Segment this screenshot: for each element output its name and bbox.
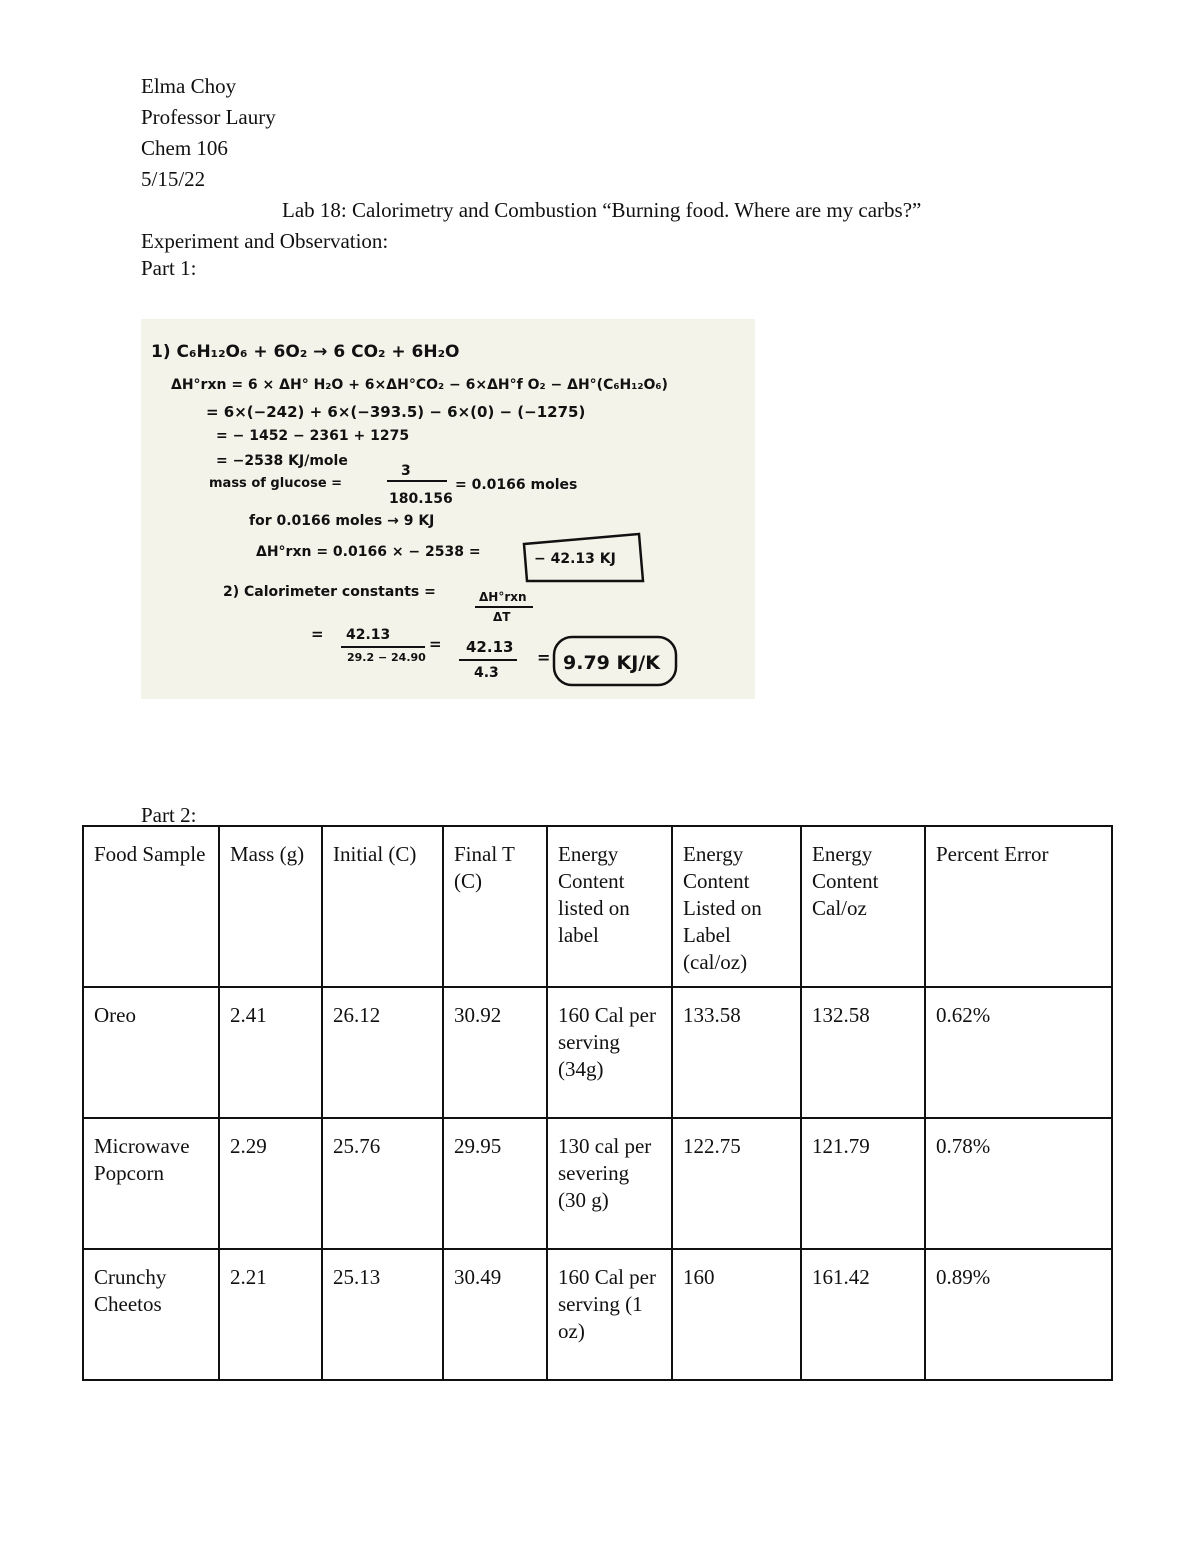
hw-enthalpy-result: = −2538 KJ/mole [216,453,348,469]
part1-heading: Part 1: [141,256,197,280]
professor-name: Professor Laury [141,105,276,129]
hw-equals-1: = [311,625,324,643]
hw-denominator-3: 4.3 [474,665,499,681]
cell-percent-error: 0.62% [925,987,1112,1118]
cell-final-temp: 29.95 [443,1118,547,1249]
part2-heading: Part 2: [141,803,197,827]
table-row [83,987,1112,1118]
cell-energy-label: 160 Cal per serving (1 oz) [547,1249,672,1380]
cell-mass: 2.29 [219,1118,322,1249]
header-final-temp: Final T (C) [443,826,547,987]
cell-energy-measured: 132.58 [801,987,925,1118]
hw-sum: = − 1452 − 2361 + 1275 [216,428,410,444]
hw-denominator-2: 29.2 − 24.90 [347,651,426,664]
cell-food-sample: Crunchy Cheetos [83,1249,219,1380]
cell-food-sample: Oreo [83,987,219,1118]
lab-title: Lab 18: Calorimetry and Combustion “Burning food. Where are my carbs?” [282,198,922,222]
header-energy-label-calpoz: Energy Content Listed on Label (cal/oz) [672,826,801,987]
hw-equals-3: = [537,648,551,667]
header-mass: Mass (g) [219,826,322,987]
header-percent-error: Percent Error [925,826,1112,987]
cell-energy-measured: 121.79 [801,1118,925,1249]
cell-energy-label-calpoz: 133.58 [672,987,801,1118]
cell-mass: 2.21 [219,1249,322,1380]
hw-substitution: = 6×(−242) + 6×(−393.5) − 6×(0) − (−1275) [206,403,586,421]
cell-mass: 2.41 [219,987,322,1118]
hw-moles: = 0.0166 moles [455,477,578,493]
cell-percent-error: 0.89% [925,1249,1112,1380]
cell-final-temp: 30.49 [443,1249,547,1380]
header-food-sample: Food Sample [83,826,219,987]
hw-constant-numerator: ΔH°rxn [479,590,527,604]
cell-initial-temp: 26.12 [322,987,443,1118]
hw-constant-result: 9.79 KJ/K [563,652,660,674]
table-row [83,1249,1112,1380]
cell-food-sample: Microwave Popcorn [83,1118,219,1249]
report-date: 5/15/22 [141,167,206,191]
student-name: Elma Choy [141,74,237,98]
course-name: Chem 106 [141,136,228,160]
cell-initial-temp: 25.76 [322,1118,443,1249]
hw-reaction: 1) C₆H₁₂O₆ + 6O₂ → 6 CO₂ + 6H₂O [151,342,460,362]
cell-energy-label: 160 Cal per serving (34g) [547,987,672,1118]
hw-numerator-3: 42.13 [466,638,514,656]
header-energy-label: Energy Content listed on label [547,826,672,987]
cell-energy-label-calpoz: 122.75 [672,1118,801,1249]
hw-mass-denominator: 180.156 [389,491,453,507]
food-energy-table [82,825,1113,1381]
hw-equals-2: = [429,635,442,653]
hw-mass-label: mass of glucose = [209,476,343,491]
hw-mass-numerator: 3 [401,463,411,479]
cell-energy-label-calpoz: 160 [672,1249,801,1380]
cell-energy-measured: 161.42 [801,1249,925,1380]
hw-enthalpy-formula: ΔH°rxn = 6 × ΔH° H₂O + 6×ΔH°CO₂ − 6×ΔH°f O₂ − ΔH°(C₆H₁₂O₆) [171,377,668,393]
hw-constant-denominator: ΔT [493,610,511,624]
hw-rxn-calc: ΔH°rxn = 0.0166 × − 2538 = [256,544,481,560]
table-header-row [83,826,1112,987]
hw-rxn-result: − 42.13 KJ [534,551,616,567]
cell-percent-error: 0.78% [925,1118,1112,1249]
cell-energy-label: 130 cal per severing (30 g) [547,1118,672,1249]
hw-moles-energy: for 0.0166 moles → 9 KJ [249,513,435,529]
section-heading: Experiment and Observation: [141,229,389,253]
header-energy-measured: Energy Content Cal/oz [801,826,925,987]
hw-calorimeter-label: 2) Calorimeter constants = [223,584,436,600]
handwritten-calculation-image [141,319,755,699]
hw-numerator-2: 42.13 [346,627,391,643]
table-row [83,1118,1112,1249]
cell-initial-temp: 25.13 [322,1249,443,1380]
header-initial-temp: Initial (C) [322,826,443,987]
cell-final-temp: 30.92 [443,987,547,1118]
